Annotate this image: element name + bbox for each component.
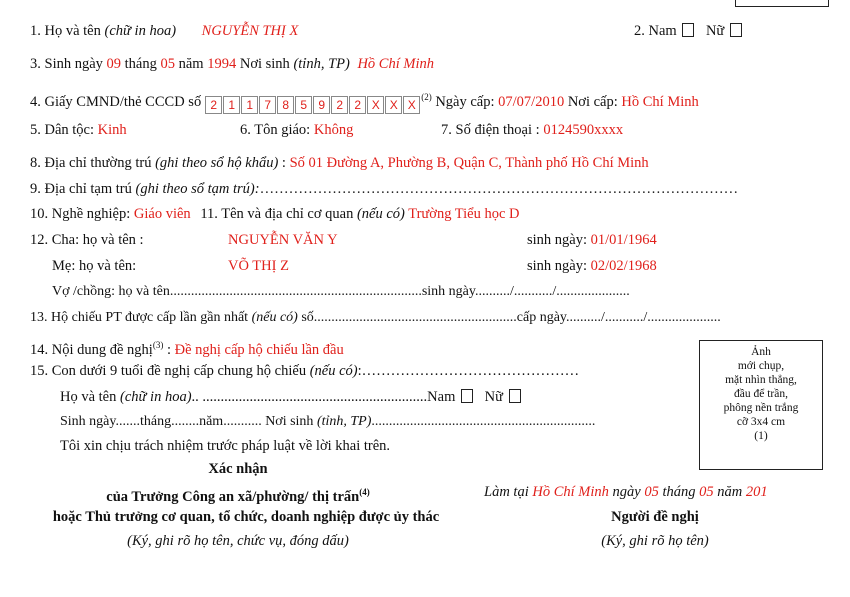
full-name-value[interactable]: NGUYỄN THỊ X xyxy=(201,23,299,39)
temporary-address-hint: (ghi theo sổ tạm trú): xyxy=(135,181,260,197)
photo-instruction-line: mới chụp, xyxy=(737,360,785,372)
birth-place-label: Nơi sinh xyxy=(236,56,294,72)
signed-place-value[interactable]: Hồ Chí Minh xyxy=(532,484,609,500)
gender-female-label: Nữ xyxy=(705,23,725,39)
occupation-label: 10. Nghề nghiệp: xyxy=(30,206,134,222)
request-value[interactable]: Đề nghị cấp hộ chiếu lần đầu xyxy=(174,341,344,358)
child-female-checkbox[interactable] xyxy=(509,389,521,403)
mother-dob xyxy=(527,257,657,275)
permanent-address-colon: : xyxy=(278,155,290,171)
birth-month-label: tháng xyxy=(121,56,161,72)
id-digit-box[interactable]: X xyxy=(403,96,420,114)
confirm-sign-note: (Ký, ghi rõ họ tên, chức vụ, đóng dấu) xyxy=(127,533,349,549)
field-request xyxy=(30,336,344,359)
child-dots[interactable]: :……………………………………… xyxy=(357,363,580,379)
birth-place-hint: (tỉnh, TP) xyxy=(293,56,350,72)
spouse-line[interactable]: Vợ /chồng: họ và tên........................................................................sinh ngày........../.........../..................... xyxy=(52,284,630,299)
field-religion xyxy=(240,121,353,139)
full-name-label: 1. Họ và tên xyxy=(30,23,105,39)
confirm-authority-text: của Trưởng Công an xã/phường/ thị trấn xyxy=(106,488,360,505)
field-ethnicity xyxy=(30,121,127,139)
birth-day-value[interactable]: 09 xyxy=(106,56,122,72)
signed-place-date xyxy=(484,483,768,501)
id-card-label: 4. Giấy CMND/thẻ CCCD số xyxy=(30,93,202,110)
field-id-card xyxy=(30,88,699,114)
issue-date-value[interactable]: 07/07/2010 xyxy=(498,93,565,110)
photo-instruction-line: đầu để trần, xyxy=(734,388,788,400)
child-label: 15. Con dưới 9 tuổi đề nghị cấp chung hộ chiếu xyxy=(30,363,310,379)
birth-day-label: 3. Sinh ngày xyxy=(30,56,107,72)
passport-previous-hint: (nếu có) xyxy=(251,310,298,325)
signed-at-label: Làm tại xyxy=(484,484,533,500)
field-gender xyxy=(634,22,744,40)
applicant-title: Người đề nghị xyxy=(611,509,699,525)
photo-instruction-line: (1) xyxy=(754,430,768,442)
id-digit-box[interactable]: 2 xyxy=(331,96,348,114)
photo-box xyxy=(699,340,823,470)
id-digit-box[interactable]: 2 xyxy=(349,96,366,114)
photo-instruction-line: mặt nhìn thẳng, xyxy=(725,374,797,386)
birth-year-value[interactable]: 1994 xyxy=(207,56,237,72)
permanent-address-hint: (ghi theo sổ hộ khẩu) xyxy=(155,155,279,171)
signed-year-value[interactable]: 201 xyxy=(745,484,768,500)
field-permanent-address xyxy=(30,154,649,172)
request-footnote: (3) xyxy=(152,340,164,350)
request-label: 14. Nội dung đề nghị xyxy=(30,341,153,358)
confirm-title: Xác nhận xyxy=(208,461,268,477)
passport-previous-dots: số..........................................................cấp ngày........../.........../..................... xyxy=(297,310,721,325)
occupation-value[interactable]: Giáo viên xyxy=(133,206,191,222)
ethnicity-label: 5. Dân tộc: xyxy=(30,122,98,138)
child-dob-line[interactable] xyxy=(60,413,595,431)
applicant-sign-note: (Ký, ghi rõ họ tên) xyxy=(601,533,709,549)
child-female-label: Nữ xyxy=(484,389,503,405)
child-name-hint: (chữ in hoa) xyxy=(120,389,192,405)
child-name-line xyxy=(60,388,523,406)
signed-month-value[interactable]: 05 xyxy=(699,484,714,500)
father-dob-value[interactable]: 01/01/1964 xyxy=(590,232,657,248)
child-male-checkbox[interactable] xyxy=(461,389,473,403)
signed-month-label: tháng xyxy=(658,484,700,500)
permanent-address-value[interactable]: Số 01 Đường A, Phường B, Quận C, Thành phố Hồ Chí Minh xyxy=(289,155,649,171)
temporary-address-dots[interactable]: ……………………………………………………………………………………… xyxy=(259,181,739,197)
mother-dob-label: sinh ngày: xyxy=(527,258,591,274)
issue-date-label: Ngày cấp: xyxy=(431,93,499,110)
father-name-value[interactable]: NGUYỄN VĂN Y xyxy=(228,232,338,248)
photo-instruction-line: Ảnh xyxy=(751,346,771,358)
workplace-label: 11. Tên và địa chỉ cơ quan xyxy=(200,206,357,222)
field-birth xyxy=(30,55,434,73)
request-colon: : xyxy=(163,341,175,358)
male-checkbox[interactable] xyxy=(682,23,694,37)
full-name-hint: (chữ in hoa) xyxy=(104,23,177,39)
issue-place-value[interactable]: Hồ Chí Minh xyxy=(621,93,699,110)
id-digit-box[interactable]: 8 xyxy=(277,96,294,114)
father-dob xyxy=(527,231,657,249)
field-temporary-address xyxy=(30,180,738,198)
workplace-value[interactable]: Trường Tiểu học D xyxy=(404,206,520,222)
gender-male-label: 2. Nam xyxy=(634,23,677,39)
ethnicity-value[interactable]: Kinh xyxy=(97,122,127,138)
child-dob-hint: (tỉnh, TP) xyxy=(316,414,372,429)
mother-name-value[interactable]: VÕ THỊ Z xyxy=(228,258,289,274)
field-passport-previous[interactable] xyxy=(30,309,721,327)
birth-year-label: năm xyxy=(175,56,208,72)
child-hint: (nếu có) xyxy=(309,363,358,379)
birth-month-value[interactable]: 05 xyxy=(160,56,175,72)
issue-place-label: Nơi cấp: xyxy=(564,93,622,110)
field-full-name xyxy=(30,22,298,40)
passport-previous-label: 13. Hộ chiếu PT được cấp lần gần nhất xyxy=(30,310,252,325)
id-digit-box[interactable]: 1 xyxy=(223,96,240,114)
id-card-footnote: (2) xyxy=(421,92,432,102)
declaration-text: Tôi xin chịu trách nhiệm trước pháp luật về lời khai trên. xyxy=(60,438,391,454)
father-dob-label: sinh ngày: xyxy=(527,232,591,248)
photo-instruction-line: phông nền trắng xyxy=(723,402,799,414)
phone-value[interactable]: 0124590xxxx xyxy=(543,122,624,138)
child-name-label: Họ và tên xyxy=(60,389,120,405)
permanent-address-label: 8. Địa chỉ thường trú xyxy=(30,155,156,171)
child-dob-dots: ................................................................ xyxy=(371,414,596,429)
temporary-address-label: 9. Địa chỉ tạm trú xyxy=(30,181,136,197)
signed-day-value[interactable]: 05 xyxy=(644,484,659,500)
signed-year-label: năm xyxy=(713,484,746,500)
id-digit-box[interactable]: 9 xyxy=(313,96,330,114)
photo-instruction-line: cỡ 3x4 cm xyxy=(736,416,786,428)
top-box-edge xyxy=(735,0,829,7)
workplace-hint: (nếu có) xyxy=(356,206,405,222)
confirm-footnote: (4) xyxy=(359,487,370,497)
female-checkbox[interactable] xyxy=(730,23,742,37)
signed-day-label: ngày xyxy=(608,484,645,500)
id-digit-box[interactable]: 1 xyxy=(241,96,258,114)
field-phone xyxy=(441,121,623,139)
confirm-agency-line: hoặc Thủ trưởng cơ quan, tổ chức, doanh nghiệp được ủy thác xyxy=(52,509,440,525)
child-name-dots[interactable]: .. ..............................................................Nam xyxy=(191,389,456,405)
field-occupation xyxy=(30,205,520,223)
id-digit-box[interactable]: 2 xyxy=(205,96,222,114)
mother-label: Mẹ: họ và tên: xyxy=(52,258,137,274)
id-digit-box[interactable]: 7 xyxy=(259,96,276,114)
id-digit-box[interactable]: X xyxy=(367,96,384,114)
field-child xyxy=(30,362,579,380)
id-digit-box[interactable]: X xyxy=(385,96,402,114)
religion-label: 6. Tôn giáo: xyxy=(240,122,314,138)
id-digit-box[interactable]: 5 xyxy=(295,96,312,114)
religion-value[interactable]: Không xyxy=(313,122,354,138)
id-number-boxes[interactable] xyxy=(205,96,421,114)
mother-dob-value[interactable]: 02/02/1968 xyxy=(590,258,657,274)
birth-place-value[interactable]: Hồ Chí Minh xyxy=(357,56,434,72)
father-label: 12. Cha: họ và tên : xyxy=(30,232,144,248)
confirm-authority-line xyxy=(38,483,438,506)
phone-label: 7. Số điện thoại : xyxy=(441,122,544,138)
child-dob-label: Sinh ngày.......tháng........năm........... Nơi sinh xyxy=(60,414,317,429)
